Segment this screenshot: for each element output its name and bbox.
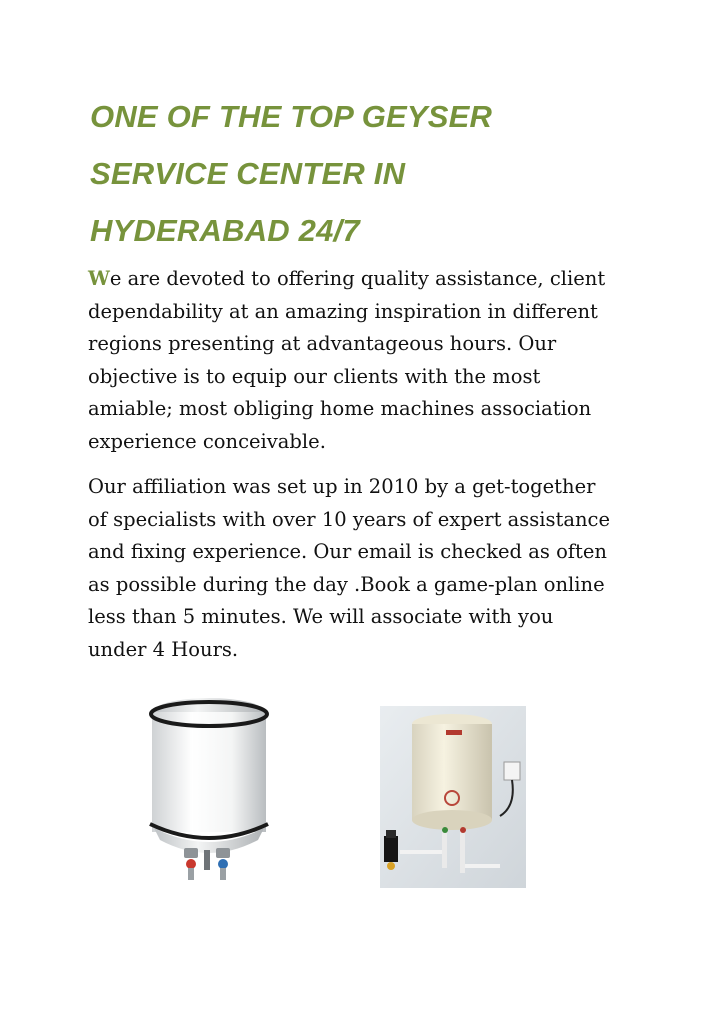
- geyser-image-right: [380, 706, 526, 888]
- intro-paragraph: [88, 263, 648, 458]
- white-geyser-illustration: [138, 690, 280, 886]
- paragraph-line: as possible during the day .Book a game-plan online: [88, 572, 605, 596]
- paragraph-line: dependability at an amazing inspiration in different: [88, 299, 598, 323]
- paragraph-line: experience conceivable.: [88, 429, 326, 453]
- title-line-2: SERVICE CENTER IN: [90, 156, 406, 191]
- paragraph-line: regions presenting at advantageous hours. Our: [88, 332, 557, 355]
- paragraph-line: under 4 Hours.: [88, 637, 239, 661]
- drop-cap: W: [88, 267, 110, 290]
- paragraph-line: Our affiliation was set up in 2010 by a get-together: [88, 475, 596, 498]
- paragraph-line: less than 5 minutes. We will associate with you: [88, 605, 554, 628]
- paragraph-line: amiable; most obliging home machines association: [88, 397, 592, 420]
- geyser-image-left: [138, 690, 280, 886]
- about-paragraph: [88, 471, 648, 666]
- title-line-3: HYDERABAD 24/7: [90, 213, 360, 248]
- page-title: [90, 88, 650, 259]
- paragraph-line: and fixing experience. Our email is checked as often: [88, 540, 607, 563]
- paragraph-line: of specialists with over 10 years of expert assistance: [88, 507, 610, 531]
- paragraph-line-text: e are devoted to offering quality assistance, client: [109, 267, 606, 290]
- paragraph-line: [88, 263, 648, 296]
- paragraph-line: objective is to equip our clients with the most: [88, 364, 541, 388]
- wall-heater-illustration: [380, 706, 526, 888]
- title-line-1: ONE OF THE TOP GEYSER: [90, 99, 493, 134]
